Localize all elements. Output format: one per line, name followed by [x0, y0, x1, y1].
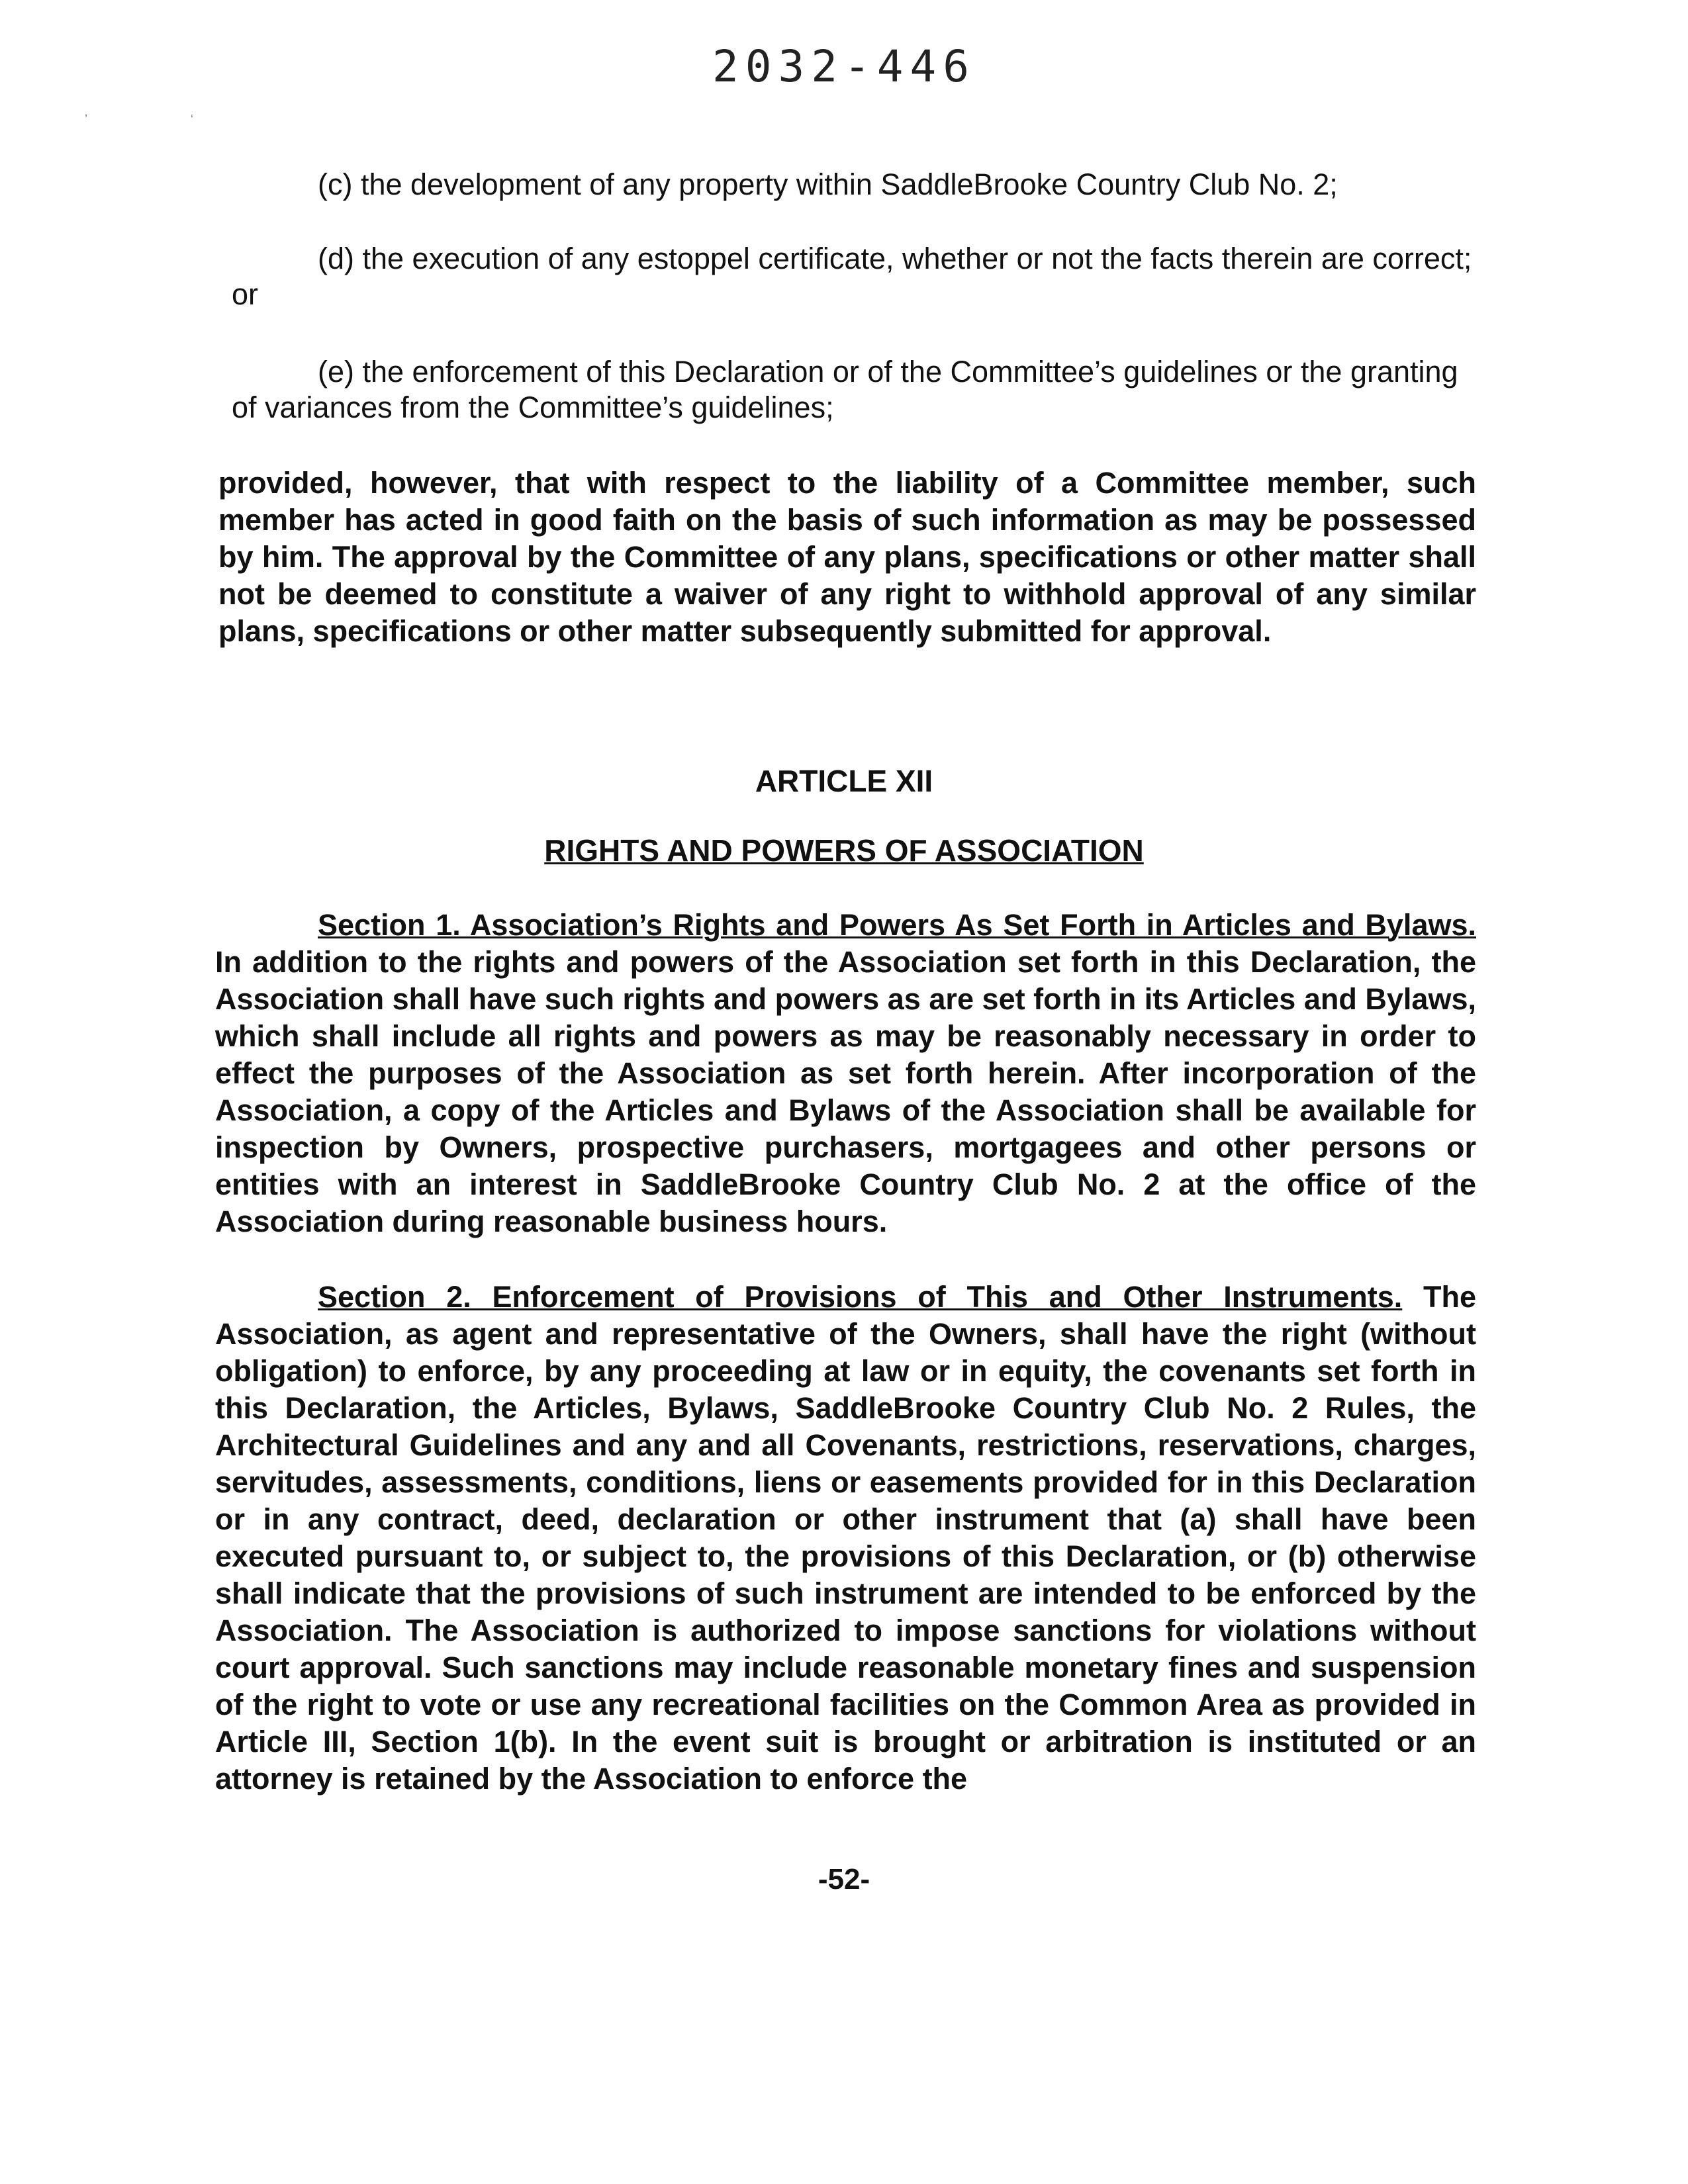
section-2-paragraph: [215, 1279, 1476, 1797]
list-item-d: (d) the execution of any estoppel certificate, whether or not the facts therein are correct; or: [232, 242, 1472, 311]
section-2-heading: Section 2. Enforcement of Provisions of This and Other Instruments.: [318, 1280, 1403, 1314]
page-number: -52-: [818, 1863, 870, 1895]
document-number: 2032-446: [712, 41, 976, 92]
proviso-paragraph: provided, however, that with respect to the liability of a Committee member, such member has acted in good faith on the basis of such information as may be possessed by him. The approval by the Committee of any plans, specifications or other matter shall not be deemed to constitute a waiver of any right to withhold approval of any similar plans, specifications or other matter subsequently submitted for approval.: [218, 466, 1476, 648]
scan-speck: ‘: [191, 113, 193, 126]
article-title-wrap: [0, 833, 1688, 868]
section-1-heading: Section 1. Association’s Rights and Powers As Set Forth in Articles and Bylaws.: [318, 908, 1476, 942]
section-1-paragraph: [215, 907, 1476, 1240]
scan-specks: [85, 113, 204, 126]
list-item-e: (e) the enforcement of this Declaration or of the Committee’s guidelines or the granting of variances from the Committee’s guidelines;: [232, 355, 1458, 424]
section-1-body: In addition to the rights and powers of the Association set forth in this Declaration, the Association shall have such rights and powers as are set forth in its Articles and Bylaws, which shall include all rights and powers as may be reasonably necessary in order to effect the purposes of the Association as set forth herein. After incorporation of the Association, a copy of the Articles and Bylaws of the Association shall be available for inspection by Owners, prospective purchasers, mortgagees and other persons or entities with an interest in SaddleBrooke Country Club No. 2 at the office of the Association during reasonable business hours.: [215, 945, 1476, 1238]
scan-speck: ’: [85, 113, 87, 126]
article-title: RIGHTS AND POWERS OF ASSOCIATION: [544, 833, 1144, 868]
section-2-body: The Association, as agent and representative of the Owners, shall have the right (without obligation) to enforce, by any proceeding at law or in equity, the covenants set forth in this Declaration, the Articles, Bylaws, SaddleBrooke Country Club No. 2 Rules, the Architectural Guidelines and any and all Covenants, restrictions, reservations, charges, servitudes, assessments, conditions, liens or easements provided for in this Declaration or in any contract, deed, declaration or other instrument that (a) shall have been executed pursuant to, or subject to, the provisions of this Declaration, or (b) otherwise shall indicate that the provisions of such instrument are intended to be enforced by the Association. The Association is authorized to impose sanctions for violations without court approval. Such sanctions may include reasonable monetary fines and suspension of the right to vote or use any recreational facilities on the Common Area as provided in Article III, Section 1(b). In the event suit is brought or arbitration is instituted or an attorney is retained by the Association to enforce the: [215, 1280, 1476, 1796]
list-item-c: (c) the development of any property within SaddleBrooke Country Club No. 2;: [318, 167, 1338, 201]
article-heading: ARTICLE XII: [755, 764, 933, 798]
